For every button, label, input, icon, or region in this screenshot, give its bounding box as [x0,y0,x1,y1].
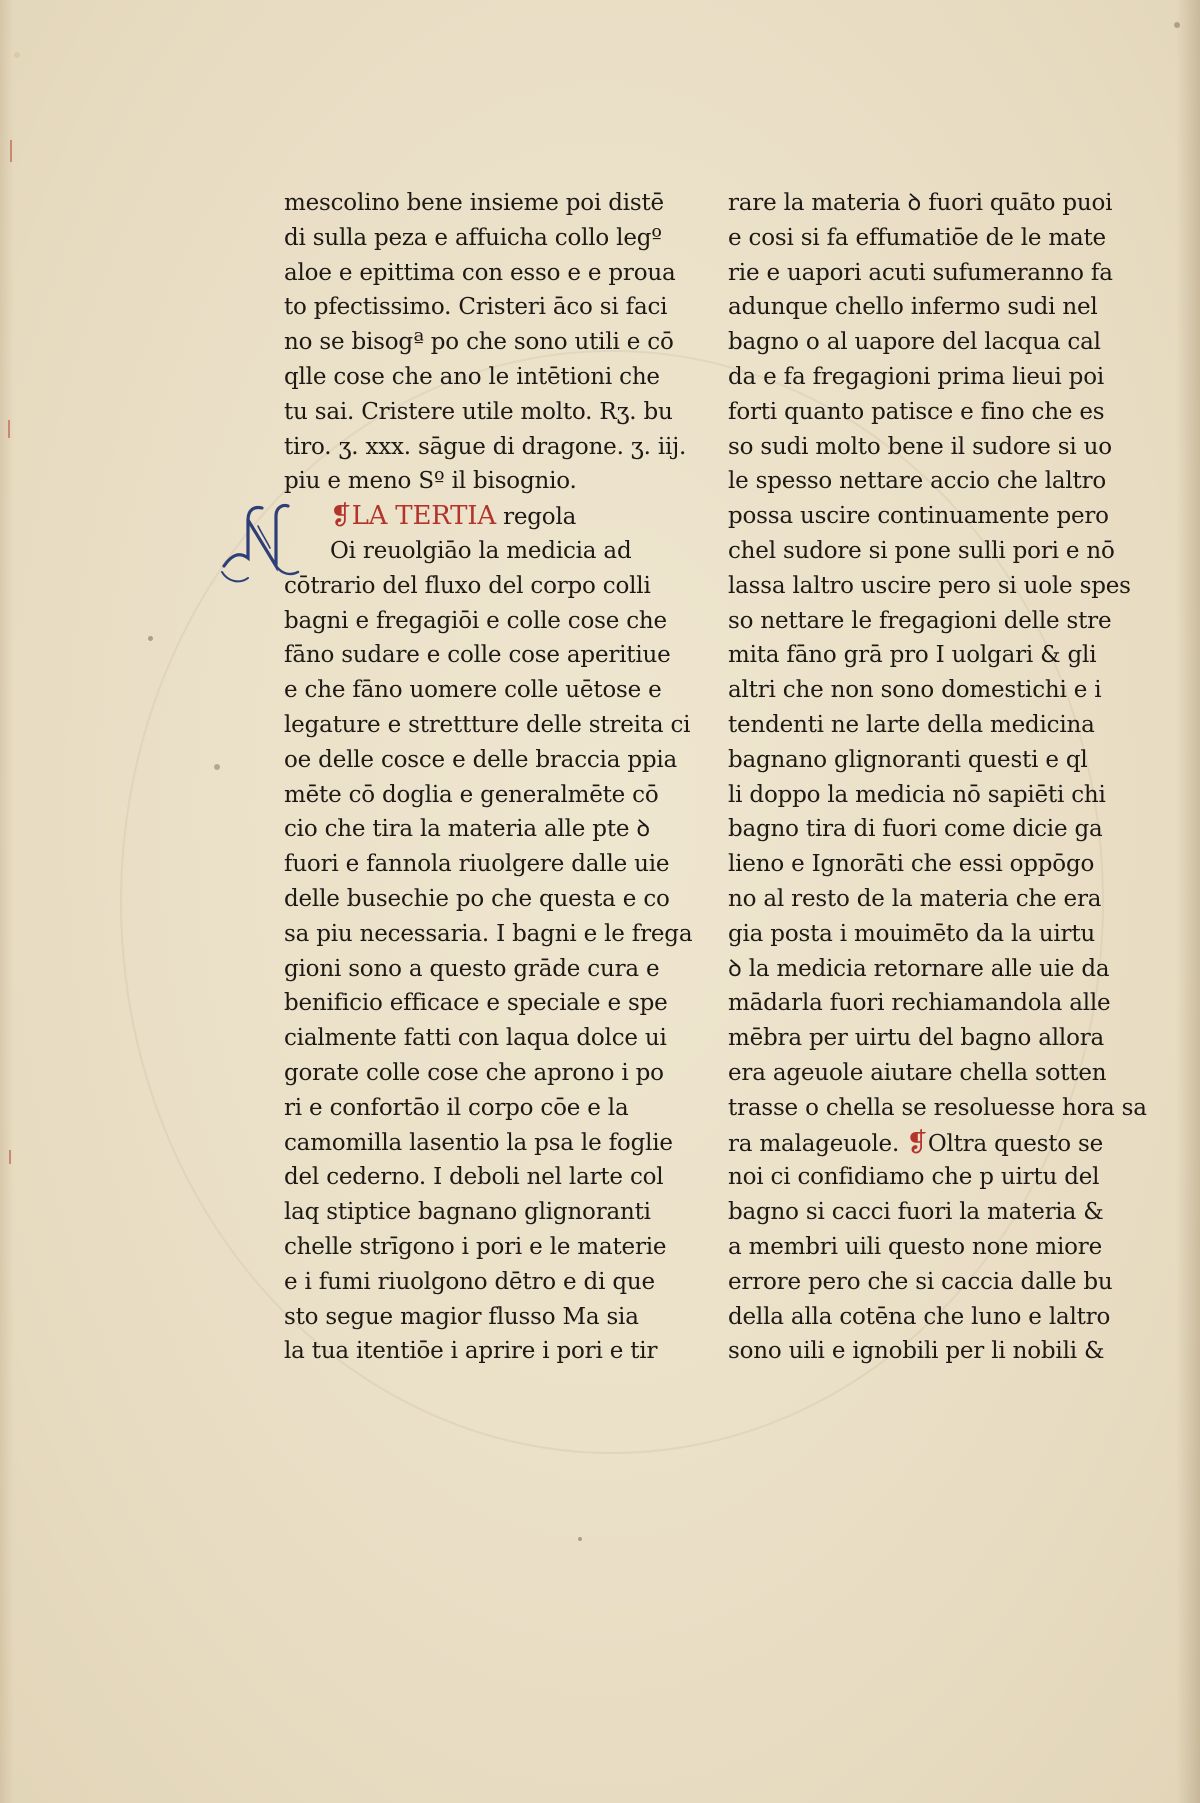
text-line: qlle cose che ano le intētioni che [284,363,660,390]
margin-mark [8,420,10,438]
text-line: oe delle cosce e delle braccia ppia [284,746,678,773]
text-line: mādarla fuori rechiamandola alle [728,990,1111,1017]
text-line: a membri uili questo none miore [728,1233,1102,1260]
text-line: bagni e fregagiōi e colle cose che [284,607,667,634]
text-line: fāno sudare e colle cose aperitiue [284,642,671,669]
page-right-edge [1176,0,1200,1803]
text-line: forti quanto patisce e fino che es [728,398,1105,425]
text-line: so sudi molto bene il sudore si uo [728,433,1112,460]
text-line: da e fa fregagioni prima lieui poi [728,363,1105,390]
left-indented-lines [284,534,704,569]
text-line: trasse o chella se resoluesse hora sa [728,1094,1147,1121]
text-line-with-rubric [728,1126,1148,1161]
text-line: le spesso nettare accio che laltro [728,468,1107,495]
text-line: della alla cotēna che luno e laltro [728,1303,1111,1330]
text-line: di sulla peza e affuicha collo legº [284,224,662,251]
text-line: la tua itentiōe i aprire i pori e tir [284,1338,658,1365]
chapter-heading [284,499,704,534]
text-line: chel sudore si pone sulli pori e nō [728,537,1115,564]
text-line: cio che tira la materia alle pte ꝺ [284,816,650,843]
left-body-lines [284,569,704,1369]
text-line: mēte cō doglia e generalmēte cō [284,781,659,808]
text-line: mēbra per uirtu del bagno allora [728,1025,1105,1052]
text-line: noi ci confidiamo che p uirtu del [728,1164,1100,1191]
text-line: bagno tira di fuori come dicie ga [728,816,1103,843]
text-line: sto segue magior flusso Ma sia [284,1303,639,1330]
text-line: sa piu necessaria. I bagni e le frega [284,920,693,947]
rubric-mark: ❡ [330,501,352,532]
text-line: era ageuole aiutare chella sotten [728,1059,1107,1086]
text-line: piu e meno Sº il bisognio. [284,468,577,495]
text-line: mita fāno grā pro I uolgari & gli [728,642,1097,669]
text-line: so nettare le fregagioni delle stre [728,607,1112,634]
text-line: sono uili e ignobili per li nobili & [728,1338,1105,1365]
right-closing-lines [728,1160,1148,1369]
text-line: lassa laltro uscire pero si uole spes [728,572,1131,599]
margin-mark [9,1150,11,1164]
text-line: delle busechie po che questa e co [284,885,670,912]
text-line: possa uscire continuamente pero [728,503,1109,530]
text-line: aloe e epittima con esso e e proua [284,259,676,286]
text-line: fuori e fannola riuolgere dalle uie [284,851,670,878]
text-line: e cosi si fa effumatiōe de le mate [728,224,1106,251]
text-line: bagno o al uapore del lacqua cal [728,329,1101,356]
text-line: tu sai. Cristere utile molto. Rʒ. bu [284,398,673,425]
text-line: bagnano glignoranti questi e ql [728,746,1088,773]
right-text-column [728,186,1148,1369]
paper-spot [1174,22,1180,28]
text-line: legature e strettture delle streita ci [284,711,691,738]
text-line: gorate colle cose che aprono i po [284,1059,664,1086]
text-line: mescolino bene insieme poi distē [284,190,664,216]
text-line: ꝺ la medicia retornare alle uie da [728,955,1110,982]
text-line: to pfectissimo. Cristeri āco si faci [284,294,668,321]
heading-rest: regola [503,504,577,531]
line-before-rubric: ra malageuole. [728,1130,900,1157]
paragraph-mark-icon: ❡ [906,1127,928,1158]
text-line: rare la materia ꝺ fuori quāto puoi [728,190,1113,216]
text-line: e che fāno uomere colle uētose e [284,677,662,704]
heading-rubric: LA TERTIA [351,501,496,532]
left-opening-lines [284,186,704,499]
text-line: benificio efficace e speciale e spe [284,990,668,1017]
text-line: lieno e Ignorāti che essi oppōgo [728,851,1095,878]
paper-spot [148,636,153,641]
text-line: cōtrario del fluxo del corpo colli [284,572,651,599]
text-line: adunque chello infermo sudi nel [728,294,1098,321]
paper-spot [14,52,20,58]
text-line: del cederno. I deboli nel larte col [284,1164,664,1191]
page-left-edge [0,0,14,1803]
text-line: laq stiptice bagnano glignoranti [284,1199,651,1226]
text-line: errore pero che si caccia dalle bu [728,1268,1113,1295]
text-line: altri che non sono domestichi e i [728,677,1102,704]
text-line: li doppo la medicia nō sapiēti chi [728,781,1106,808]
text-line: tiro. ʒ. xxx. sāgue di dragone. ʒ. iij. [284,433,687,460]
text-line: e i fumi riuolgono dētro e di que [284,1268,655,1295]
left-text-column [284,186,704,1369]
text-line: no al resto de la materia che era [728,885,1102,912]
text-line: gioni sono a questo grāde cura e [284,955,660,982]
text-line: ri e confortāo il corpo cōe e la [284,1094,629,1121]
text-line: bagno si cacci fuori la materia & [728,1199,1104,1226]
text-line: camomilla lasentio la psa le foglie [284,1129,673,1156]
text-line: tendenti ne larte della medicina [728,711,1095,738]
paper-spot [578,1537,582,1541]
text-line: chelle strīgono i pori e le materie [284,1233,667,1260]
text-line: cialmente fatti con laqua dolce ui [284,1025,667,1052]
line-after-rubric: Oltra questo se [927,1130,1104,1157]
right-opening-lines [728,186,1148,1126]
text-line: gia posta i mouimēto da la uirtu [728,920,1096,947]
margin-mark [10,140,12,162]
paper-spot [214,764,220,770]
text-line: rie e uapori acuti sufumeranno fa [728,259,1113,286]
text-line: no se bisogª po che sono utili e cō [284,329,674,356]
text-line: Oi reuolgiāo la medicia ad [330,537,632,564]
